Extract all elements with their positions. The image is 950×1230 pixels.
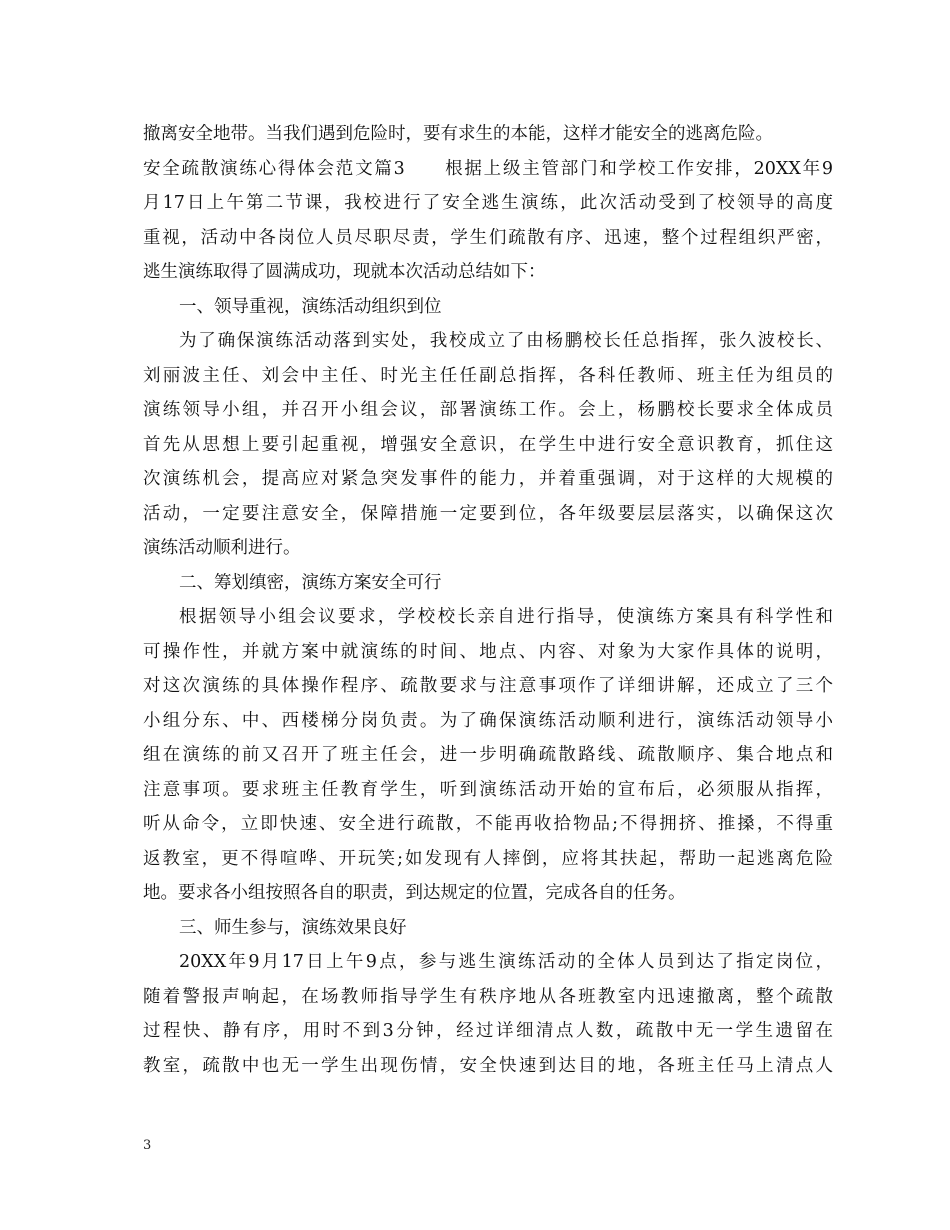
text-line: 安全疏散演练心得体会范文篇3 根据上级主管部门和学校工作安排，20XX年9: [143, 158, 833, 179]
page-number: 3: [143, 1138, 152, 1153]
text-line: 演练活动顺利进行。: [143, 538, 301, 558]
text-line: 对这次演练的具体操作程序、疏散要求与注意事项作了详细讲解，还成立了三个: [143, 676, 833, 696]
text-line: 重视，活动中各岗位人员尽职尽责，学生们疏散有序、迅速，整个过程组织严密，: [143, 227, 833, 248]
text-line: 首先从思想上要引起重视，增强安全意识，在学生中进行安全意识教育，抓住这: [143, 434, 833, 455]
paragraph-first-line: 二、筹划缜密，演练方案安全可行: [179, 572, 442, 593]
text-line: 次演练机会，提高应对紧急突发事件的能力，并着重强调，对于这样的大规模的: [143, 469, 833, 489]
text-line: 演练领导小组，并召开小组会议，部署演练工作。会上，杨鹏校长要求全体成员: [143, 400, 833, 420]
text-line: 可操作性，并就方案中就演练的时间、地点、内容、对象为大家作具体的说明，: [143, 641, 833, 662]
text-line: 组在演练的前又召开了班主任会，进一步明确疏散路线、疏散顺序、集合地点和: [143, 745, 833, 765]
text-line: 听从命令，立即快速、安全进行疏散，不能再收拾物品;不得拥挤、推搡，不得重: [143, 814, 833, 834]
text-line: 随着警报声响起，在场教师指导学生有秩序地从各班教室内迅速撤离，整个疏散: [143, 986, 833, 1007]
text-line: 月17日上午第二节课，我校进行了安全逃生演练，此次活动受到了校领导的高度: [143, 193, 833, 213]
text-line: 逃生演练取得了圆满成功，现就本次活动总结如下：: [143, 262, 546, 282]
text-line: 过程快、静有序，用时不到3分钟，经过详细清点人数，疏散中无一学生遗留在: [143, 1021, 833, 1041]
text-line: 返教室，更不得喧哗、开玩笑;如发现有人摔倒，应将其扶起，帮助一起逃离危险: [143, 848, 833, 869]
text-line: 小组分东、中、西楼梯分岗负责。为了确保演练活动顺利进行，演练活动领导小: [143, 710, 833, 731]
paragraph-first-line: 为了确保演练活动落到实处，我校成立了由杨鹏校长任总指挥，张久波校长、: [179, 331, 833, 351]
paragraph-first-line: 三、师生参与，演练效果良好: [179, 917, 407, 938]
text-line: 刘丽波主任、刘会中主任、时光主任任副总指挥，各科任教师、班主任为组员的: [143, 365, 833, 386]
text-line: 教室，疏散中也无一学生出现伤情，安全快速到达目的地，各班主任马上清点人: [143, 1055, 833, 1076]
paragraph-first-line: 根据领导小组会议要求，学校校长亲自进行指导，使演练方案具有科学性和: [179, 607, 833, 627]
text-line: 撤离安全地带。当我们遇到危险时，要有求生的本能，这样才能安全的逃离危险。: [143, 124, 773, 144]
document-body: [143, 117, 833, 1083]
text-line: 地。要求各小组按照各自的职责，到达规定的位置，完成各自的任务。: [143, 883, 686, 903]
paragraph-first-line: 20XX年9月17日上午9点，参与逃生演练活动的全体人员到达了指定岗位，: [179, 952, 833, 972]
text-line: 注意事项。要求班主任教育学生，听到演练活动开始的宣布后，必须服从指挥，: [143, 779, 833, 800]
text-line: 活动，一定要注意安全，保障措施一定要到位，各年级要层层落实，以确保这次: [143, 503, 833, 524]
paragraph-first-line: 一、领导重视，演练活动组织到位: [179, 296, 442, 317]
